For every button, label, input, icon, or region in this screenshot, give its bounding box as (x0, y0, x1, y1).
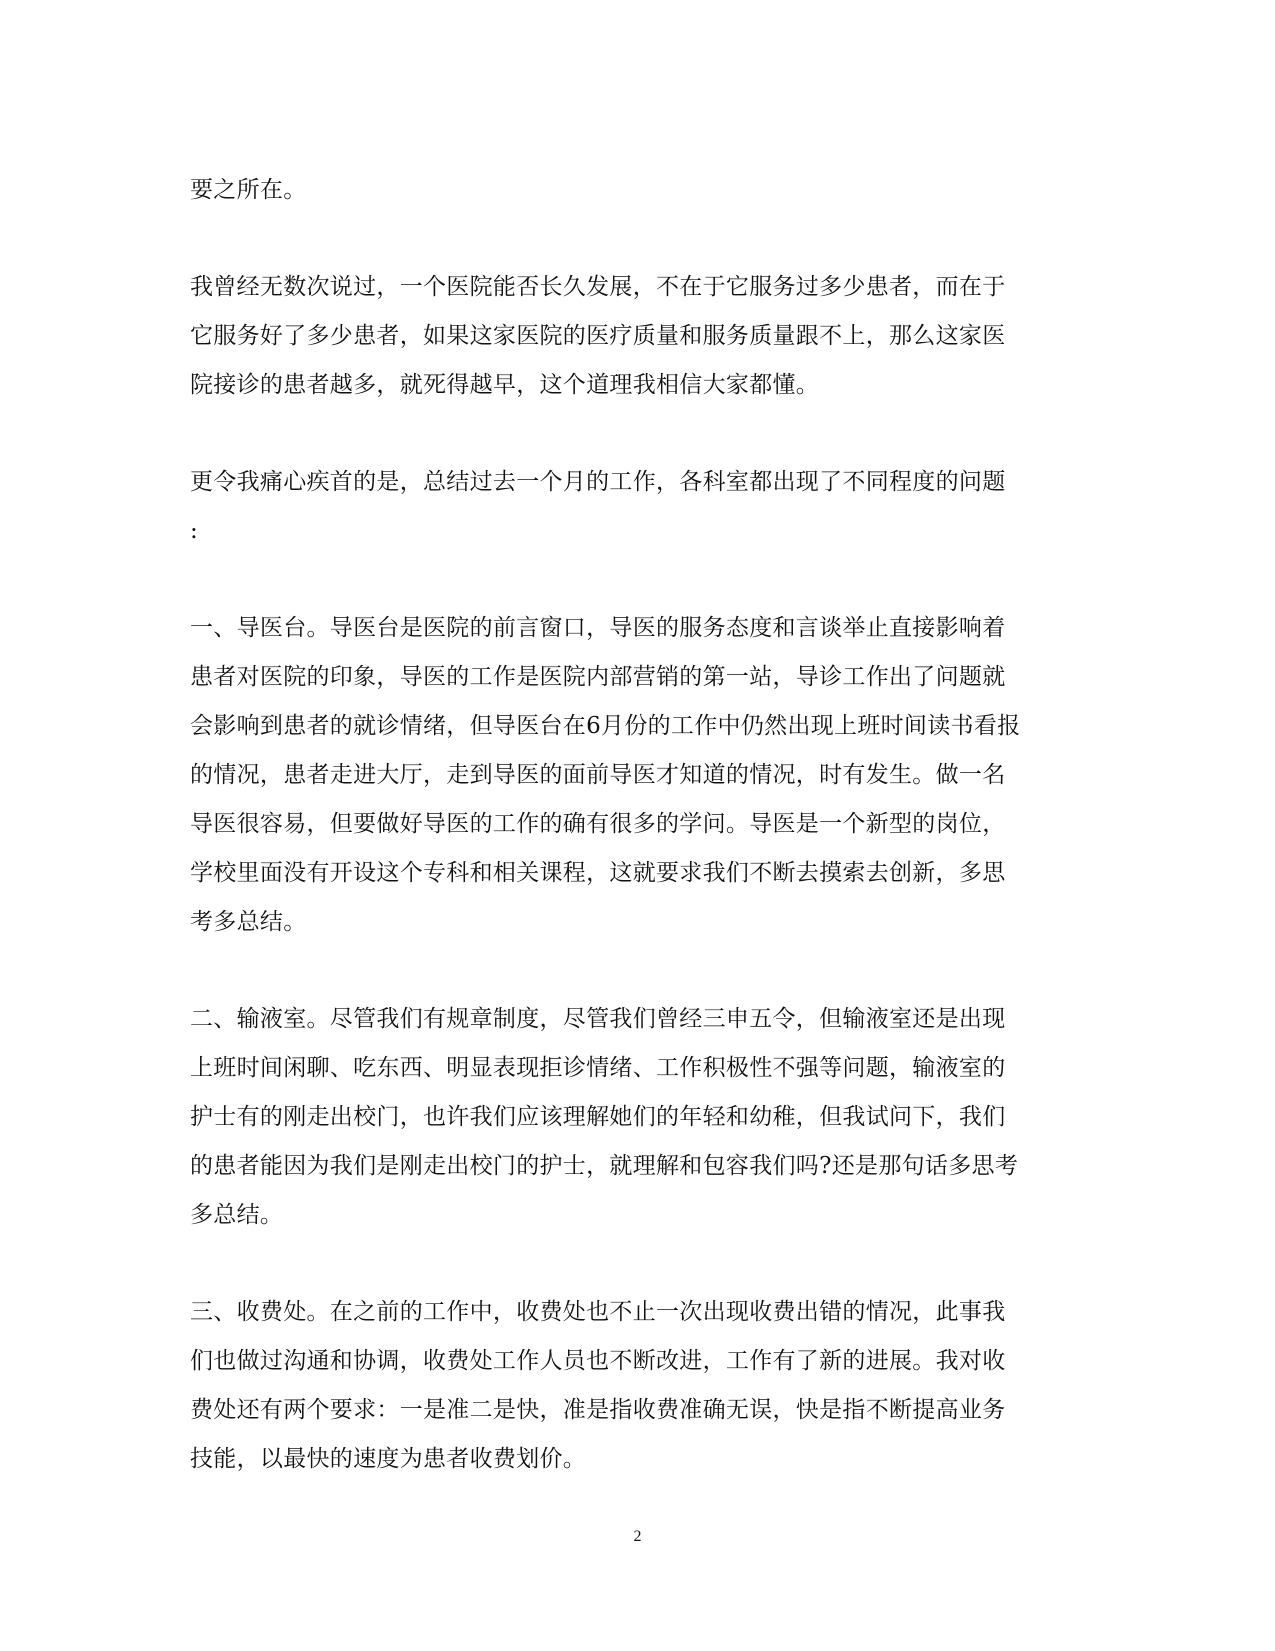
page-number: 2 (633, 1528, 642, 1545)
text-line: 要之所在。 (190, 177, 307, 203)
text-line: 护士有的刚走出校门，也许我们应该理解她们的年轻和幼稚，但我试问下，我们 (190, 1104, 1006, 1130)
text-line: 患者对医院的印象，导医的工作是医院内部营销的第一站，导诊工作出了问题就 (190, 664, 1006, 690)
text-line: : (190, 518, 199, 544)
text-line: 技能，以最快的速度为患者收费划价。 (190, 1446, 587, 1472)
paragraph-infusion-room (190, 995, 1070, 1240)
paragraph-hospital-development (190, 263, 1070, 410)
paragraph-problems-summary (190, 458, 1070, 556)
text-line: 它服务好了多少患者，如果这家医院的医疗质量和服务质量跟不上，那么这家医 (190, 323, 1006, 349)
text-line: 学校里面没有开设这个专科和相关课程，这就要求我们不断去摸索去创新，多思 (190, 860, 1006, 886)
text-line: 的患者能因为我们是刚走出校门的护士，就理解和包容我们吗?还是那句话多思考 (190, 1153, 1019, 1179)
text-line: 三、收费处。在之前的工作中，收费处也不止一次出现收费出错的情况，此事我 (190, 1299, 1006, 1325)
text-line: 院接诊的患者越多，就死得越早，这个道理我相信大家都懂。 (190, 372, 820, 398)
paragraph-continuation (190, 166, 1070, 215)
text-line: 上班时间闲聊、吃东西、明显表现拒诊情绪、工作积极性不强等问题，输液室的 (190, 1055, 1006, 1081)
text-line: 考多总结。 (190, 909, 307, 935)
paragraph-guide-desk (190, 604, 1070, 947)
text-line: 会影响到患者的就诊情绪，但导医台在6月份的工作中仍然出现上班时间读书看报 (190, 713, 1021, 739)
text-line: 更令我痛心疾首的是，总结过去一个月的工作，各科室都出现了不同程度的问题 (190, 469, 1006, 495)
text-line: 的情况，患者走进大厅，走到导医的面前导医才知道的情况，时有发生。做一名 (190, 762, 1006, 788)
text-line: 们也做过沟通和协调，收费处工作人员也不断改进，工作有了新的进展。我对收 (190, 1348, 1006, 1374)
text-line: 一、导医台。导医台是医院的前言窗口，导医的服务态度和言谈举止直接影响着 (190, 615, 1006, 641)
text-line: 二、输液室。尽管我们有规章制度，尽管我们曾经三申五令，但输液室还是出现 (190, 1006, 1006, 1032)
text-line: 费处还有两个要求：一是准二是快，准是指收费准确无误，快是指不断提高业务 (190, 1397, 1006, 1423)
text-line: 导医很容易，但要做好导医的工作的确有很多的学问。导医是一个新型的岗位， (190, 811, 1006, 837)
paragraph-cashier (190, 1288, 1070, 1484)
document-body (190, 166, 1070, 1484)
text-line: 我曾经无数次说过，一个医院能否长久发展，不在于它服务过多少患者，而在于 (190, 274, 1006, 300)
text-line: 多总结。 (190, 1202, 284, 1228)
